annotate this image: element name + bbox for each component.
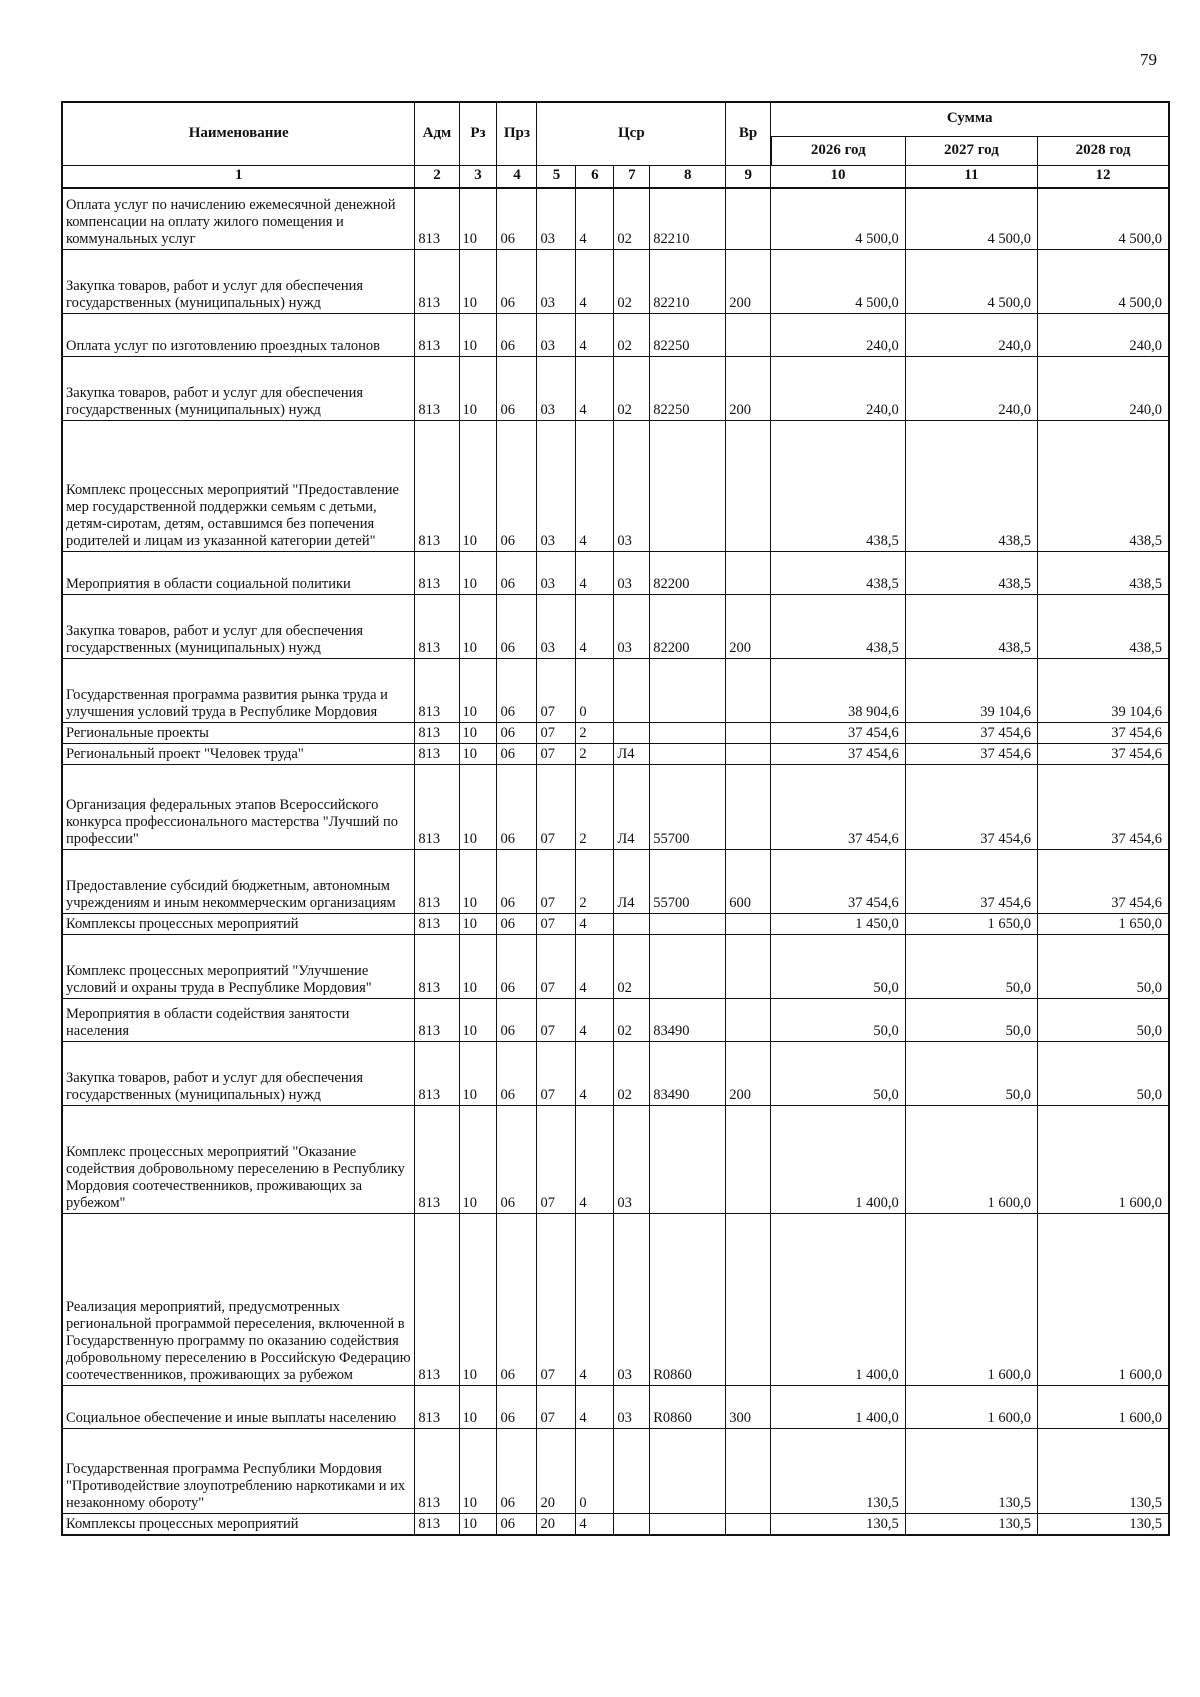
row-vr [726,1214,771,1386]
row-adm: 813 [415,314,459,357]
row-csr-4 [650,935,726,999]
row-prz: 06 [497,914,537,935]
table-row [62,1386,1169,1429]
column-number-5: 5 [537,165,576,188]
row-sum-2028: 1 600,0 [1038,1386,1169,1429]
row-csr-1: 07 [537,1106,576,1214]
row-adm: 813 [415,552,459,595]
row-vr: 200 [726,250,771,314]
row-csr-1: 03 [537,188,576,250]
row-rz: 10 [459,914,497,935]
row-adm: 813 [415,723,459,744]
row-sum-2028: 240,0 [1038,357,1169,421]
row-csr-3: 02 [614,250,650,314]
row-prz: 06 [497,935,537,999]
row-prz: 06 [497,1214,537,1386]
row-sum-2026: 4 500,0 [771,250,905,314]
row-name: Социальное обеспечение и иные выплаты населению [62,1386,415,1429]
row-csr-1: 07 [537,935,576,999]
table-row [62,1042,1169,1106]
row-name: Региональные проекты [62,723,415,744]
row-csr-2: 4 [576,1106,614,1214]
row-csr-2: 4 [576,357,614,421]
row-csr-2: 2 [576,723,614,744]
table-row [62,357,1169,421]
row-csr-2: 4 [576,188,614,250]
row-sum-2027: 4 500,0 [905,188,1037,250]
row-csr-3: Л4 [614,765,650,850]
table-row [62,723,1169,744]
row-sum-2027: 1 600,0 [905,1386,1037,1429]
row-prz: 06 [497,314,537,357]
row-vr: 600 [726,850,771,914]
row-name: Комплекс процессных мероприятий "Улучшение условий и охраны труда в Республике Мордовия" [62,935,415,999]
row-csr-1: 03 [537,357,576,421]
row-prz: 06 [497,1106,537,1214]
row-csr-3: Л4 [614,744,650,765]
row-sum-2028: 37 454,6 [1038,765,1169,850]
row-csr-4: 83490 [650,1042,726,1106]
page-number: 79 [1140,50,1157,69]
row-name: Государственная программа Республики Мордовия "Противодействие злоупотреблению наркотиками и их незаконному обороту" [62,1429,415,1514]
column-number-6: 6 [576,165,614,188]
row-sum-2028: 438,5 [1038,421,1169,552]
table-row [62,1514,1169,1535]
row-csr-1: 07 [537,723,576,744]
row-rz: 10 [459,1429,497,1514]
row-prz: 06 [497,1429,537,1514]
row-csr-1: 03 [537,595,576,659]
row-sum-2027: 37 454,6 [905,765,1037,850]
row-vr [726,188,771,250]
row-prz: 06 [497,723,537,744]
row-sum-2028: 4 500,0 [1038,188,1169,250]
row-sum-2026: 240,0 [771,314,905,357]
table-row [62,1106,1169,1214]
table-row [62,552,1169,595]
row-sum-2028: 1 600,0 [1038,1106,1169,1214]
row-csr-4: 82200 [650,595,726,659]
row-prz: 06 [497,421,537,552]
row-csr-3: 02 [614,357,650,421]
table-row [62,999,1169,1042]
row-rz: 10 [459,595,497,659]
table-row [62,250,1169,314]
row-csr-4 [650,1429,726,1514]
row-sum-2026: 1 400,0 [771,1106,905,1214]
row-name: Закупка товаров, работ и услуг для обеспечения государственных (муниципальных) нужд [62,250,415,314]
row-name: Оплата услуг по изготовлению проездных талонов [62,314,415,357]
row-vr [726,935,771,999]
row-sum-2026: 438,5 [771,552,905,595]
row-csr-1: 03 [537,314,576,357]
row-csr-4 [650,421,726,552]
row-sum-2028: 50,0 [1038,935,1169,999]
row-prz: 06 [497,765,537,850]
row-csr-2: 4 [576,999,614,1042]
row-adm: 813 [415,1386,459,1429]
row-csr-3: Л4 [614,850,650,914]
row-vr: 200 [726,1042,771,1106]
table-row [62,659,1169,723]
row-csr-2: 4 [576,552,614,595]
row-rz: 10 [459,421,497,552]
row-vr: 300 [726,1386,771,1429]
row-csr-2: 4 [576,314,614,357]
row-sum-2028: 37 454,6 [1038,850,1169,914]
row-csr-1: 07 [537,850,576,914]
row-csr-2: 4 [576,595,614,659]
row-rz: 10 [459,744,497,765]
row-sum-2028: 1 600,0 [1038,1214,1169,1386]
row-name: Предоставление субсидий бюджетным, автономным учреждениям и иным некоммерческим организациям [62,850,415,914]
row-sum-2026: 37 454,6 [771,744,905,765]
row-csr-1: 20 [537,1514,576,1535]
row-sum-2027: 240,0 [905,314,1037,357]
row-sum-2026: 37 454,6 [771,850,905,914]
header-prz: Прз [497,102,537,165]
row-csr-2: 4 [576,1514,614,1535]
row-adm: 813 [415,935,459,999]
row-rz: 10 [459,935,497,999]
row-sum-2027: 39 104,6 [905,659,1037,723]
row-sum-2028: 438,5 [1038,595,1169,659]
row-csr-3: 03 [614,552,650,595]
row-csr-3 [614,914,650,935]
row-adm: 813 [415,1214,459,1386]
row-rz: 10 [459,1386,497,1429]
row-rz: 10 [459,1106,497,1214]
row-adm: 813 [415,659,459,723]
row-sum-2027: 37 454,6 [905,744,1037,765]
column-number-3: 3 [459,165,497,188]
column-number-12: 12 [1038,165,1169,188]
row-sum-2027: 50,0 [905,1042,1037,1106]
row-sum-2026: 4 500,0 [771,188,905,250]
row-csr-4 [650,744,726,765]
table-row [62,765,1169,850]
row-sum-2026: 37 454,6 [771,723,905,744]
row-sum-2027: 4 500,0 [905,250,1037,314]
header-sum: Сумма [771,102,1169,136]
header-year-2028: 2028 год [1038,136,1169,165]
row-sum-2026: 438,5 [771,421,905,552]
row-sum-2026: 1 400,0 [771,1214,905,1386]
row-prz: 06 [497,250,537,314]
row-csr-3: 03 [614,595,650,659]
row-adm: 813 [415,1429,459,1514]
row-csr-3: 02 [614,314,650,357]
row-vr [726,314,771,357]
row-sum-2028: 1 650,0 [1038,914,1169,935]
row-name: Закупка товаров, работ и услуг для обеспечения государственных (муниципальных) нужд [62,1042,415,1106]
row-sum-2027: 1 600,0 [905,1106,1037,1214]
row-csr-3 [614,723,650,744]
row-csr-4 [650,1106,726,1214]
row-name: Закупка товаров, работ и услуг для обеспечения государственных (муниципальных) нужд [62,357,415,421]
row-rz: 10 [459,314,497,357]
row-prz: 06 [497,1042,537,1106]
column-number-9: 9 [726,165,771,188]
row-rz: 10 [459,999,497,1042]
table-row [62,188,1169,250]
row-csr-3: 02 [614,935,650,999]
row-adm: 813 [415,1514,459,1535]
row-csr-2: 4 [576,914,614,935]
row-csr-2: 2 [576,765,614,850]
row-adm: 813 [415,357,459,421]
row-adm: 813 [415,595,459,659]
row-csr-2: 4 [576,1214,614,1386]
row-csr-3: 03 [614,1106,650,1214]
row-csr-2: 0 [576,1429,614,1514]
row-prz: 06 [497,659,537,723]
row-csr-2: 0 [576,659,614,723]
table-row [62,850,1169,914]
row-csr-4: R0860 [650,1386,726,1429]
row-name: Региональный проект "Человек труда" [62,744,415,765]
row-rz: 10 [459,850,497,914]
budget-table [61,101,1170,1536]
row-sum-2027: 1 600,0 [905,1214,1037,1386]
row-prz: 06 [497,357,537,421]
row-adm: 813 [415,1042,459,1106]
row-csr-2: 2 [576,850,614,914]
row-csr-4: 55700 [650,850,726,914]
row-csr-3 [614,1429,650,1514]
row-csr-4: R0860 [650,1214,726,1386]
header-vr: Вр [726,102,771,165]
row-adm: 813 [415,914,459,935]
column-number-2: 2 [415,165,459,188]
row-adm: 813 [415,850,459,914]
row-sum-2027: 50,0 [905,999,1037,1042]
row-csr-1: 03 [537,552,576,595]
row-sum-2027: 240,0 [905,357,1037,421]
row-sum-2027: 1 650,0 [905,914,1037,935]
row-name: Комплекс процессных мероприятий "Оказание содействия добровольному переселению в Республику Мордовия соотечественников, проживающих за рубежом" [62,1106,415,1214]
row-name: Реализация мероприятий, предусмотренных региональной программой переселения, включенной в Государственную программу по оказанию содействия добровольному переселению в Российскую Федерацию соотечественников, проживающих за рубежом [62,1214,415,1386]
row-rz: 10 [459,1042,497,1106]
row-csr-1: 03 [537,250,576,314]
row-csr-1: 07 [537,765,576,850]
row-prz: 06 [497,552,537,595]
row-csr-1: 07 [537,744,576,765]
row-sum-2026: 50,0 [771,1042,905,1106]
table-row [62,914,1169,935]
row-name: Закупка товаров, работ и услуг для обеспечения государственных (муниципальных) нужд [62,595,415,659]
row-vr [726,723,771,744]
table-row [62,595,1169,659]
row-vr [726,659,771,723]
row-vr [726,552,771,595]
row-csr-3: 03 [614,1214,650,1386]
row-vr: 200 [726,357,771,421]
row-sum-2028: 130,5 [1038,1429,1169,1514]
row-prz: 06 [497,188,537,250]
column-number-1: 1 [62,165,415,188]
table-row [62,1214,1169,1386]
row-csr-3: 02 [614,188,650,250]
row-sum-2027: 438,5 [905,595,1037,659]
row-csr-4: 82250 [650,357,726,421]
row-name: Мероприятия в области содействия занятости населения [62,999,415,1042]
row-csr-4: 83490 [650,999,726,1042]
header-csr: Цср [537,102,726,165]
row-rz: 10 [459,1514,497,1535]
column-number-11: 11 [905,165,1037,188]
row-csr-3 [614,659,650,723]
row-rz: 10 [459,659,497,723]
row-adm: 813 [415,250,459,314]
row-csr-4: 82210 [650,188,726,250]
row-csr-1: 07 [537,914,576,935]
row-sum-2027: 37 454,6 [905,723,1037,744]
table-row [62,1429,1169,1514]
row-csr-4: 55700 [650,765,726,850]
header-adm: Адм [415,102,459,165]
row-csr-1: 07 [537,659,576,723]
row-sum-2026: 1 450,0 [771,914,905,935]
row-sum-2027: 50,0 [905,935,1037,999]
row-vr [726,914,771,935]
row-adm: 813 [415,188,459,250]
column-number-4: 4 [497,165,537,188]
row-sum-2028: 240,0 [1038,314,1169,357]
row-rz: 10 [459,1214,497,1386]
row-csr-3: 03 [614,421,650,552]
row-csr-1: 07 [537,1386,576,1429]
row-rz: 10 [459,250,497,314]
row-rz: 10 [459,357,497,421]
row-vr [726,744,771,765]
row-sum-2027: 130,5 [905,1429,1037,1514]
header-year-2027: 2027 год [905,136,1037,165]
row-sum-2028: 37 454,6 [1038,744,1169,765]
row-adm: 813 [415,421,459,552]
row-csr-4: 82250 [650,314,726,357]
row-csr-3: 02 [614,999,650,1042]
row-prz: 06 [497,1386,537,1429]
row-sum-2027: 130,5 [905,1514,1037,1535]
row-name: Оплата услуг по начислению ежемесячной денежной компенсации на оплату жилого помещения и коммунальных услуг [62,188,415,250]
row-csr-2: 4 [576,250,614,314]
row-sum-2026: 1 400,0 [771,1386,905,1429]
row-csr-3 [614,1514,650,1535]
row-csr-1: 07 [537,1214,576,1386]
table-row [62,744,1169,765]
row-sum-2026: 130,5 [771,1429,905,1514]
row-sum-2026: 38 904,6 [771,659,905,723]
header-year-2026: 2026 год [771,136,905,165]
row-vr [726,1429,771,1514]
row-adm: 813 [415,1106,459,1214]
row-csr-2: 4 [576,421,614,552]
row-prz: 06 [497,850,537,914]
row-sum-2028: 4 500,0 [1038,250,1169,314]
row-sum-2026: 438,5 [771,595,905,659]
row-vr [726,421,771,552]
row-name: Комплексы процессных мероприятий [62,914,415,935]
row-rz: 10 [459,723,497,744]
row-sum-2028: 37 454,6 [1038,723,1169,744]
row-csr-1: 20 [537,1429,576,1514]
row-sum-2026: 50,0 [771,935,905,999]
row-rz: 10 [459,765,497,850]
row-adm: 813 [415,744,459,765]
row-prz: 06 [497,1514,537,1535]
column-number-10: 10 [771,165,905,188]
row-name: Комплекс процессных мероприятий "Предоставление мер государственной поддержки семьям с детьми, детям-сиротам, детям, оставшимся без попечения родителей и лицам из указанной категории детей" [62,421,415,552]
row-csr-3: 03 [614,1386,650,1429]
row-name: Государственная программа развития рынка труда и улучшения условий труда в Республике Мордовия [62,659,415,723]
row-sum-2026: 240,0 [771,357,905,421]
row-vr: 200 [726,595,771,659]
row-csr-4 [650,723,726,744]
column-number-7: 7 [614,165,650,188]
row-sum-2027: 438,5 [905,421,1037,552]
table-row [62,935,1169,999]
row-rz: 10 [459,188,497,250]
row-csr-1: 07 [537,1042,576,1106]
row-prz: 06 [497,999,537,1042]
row-vr [726,1514,771,1535]
row-sum-2026: 130,5 [771,1514,905,1535]
row-name: Мероприятия в области социальной политики [62,552,415,595]
row-sum-2028: 50,0 [1038,1042,1169,1106]
row-sum-2027: 37 454,6 [905,850,1037,914]
row-vr [726,1106,771,1214]
header-name: Наименование [62,102,415,165]
row-csr-4 [650,659,726,723]
column-number-8: 8 [650,165,726,188]
row-csr-4 [650,1514,726,1535]
row-sum-2028: 50,0 [1038,999,1169,1042]
row-csr-1: 07 [537,999,576,1042]
row-csr-2: 4 [576,935,614,999]
row-prz: 06 [497,744,537,765]
header-rz: Рз [459,102,497,165]
row-csr-4: 82210 [650,250,726,314]
row-csr-2: 2 [576,744,614,765]
row-sum-2026: 37 454,6 [771,765,905,850]
table-row [62,314,1169,357]
row-adm: 813 [415,999,459,1042]
row-csr-2: 4 [576,1386,614,1429]
row-prz: 06 [497,595,537,659]
row-sum-2027: 438,5 [905,552,1037,595]
row-rz: 10 [459,552,497,595]
row-csr-4: 82200 [650,552,726,595]
row-vr [726,765,771,850]
row-sum-2028: 39 104,6 [1038,659,1169,723]
row-csr-3: 02 [614,1042,650,1106]
table-row [62,421,1169,552]
row-csr-1: 03 [537,421,576,552]
row-adm: 813 [415,765,459,850]
row-sum-2026: 50,0 [771,999,905,1042]
row-name: Комплексы процессных мероприятий [62,1514,415,1535]
row-vr [726,999,771,1042]
row-name: Организация федеральных этапов Всероссийского конкурса профессионального мастерства "Лучший по профессии" [62,765,415,850]
row-sum-2028: 130,5 [1038,1514,1169,1535]
row-sum-2028: 438,5 [1038,552,1169,595]
row-csr-4 [650,914,726,935]
row-csr-2: 4 [576,1042,614,1106]
